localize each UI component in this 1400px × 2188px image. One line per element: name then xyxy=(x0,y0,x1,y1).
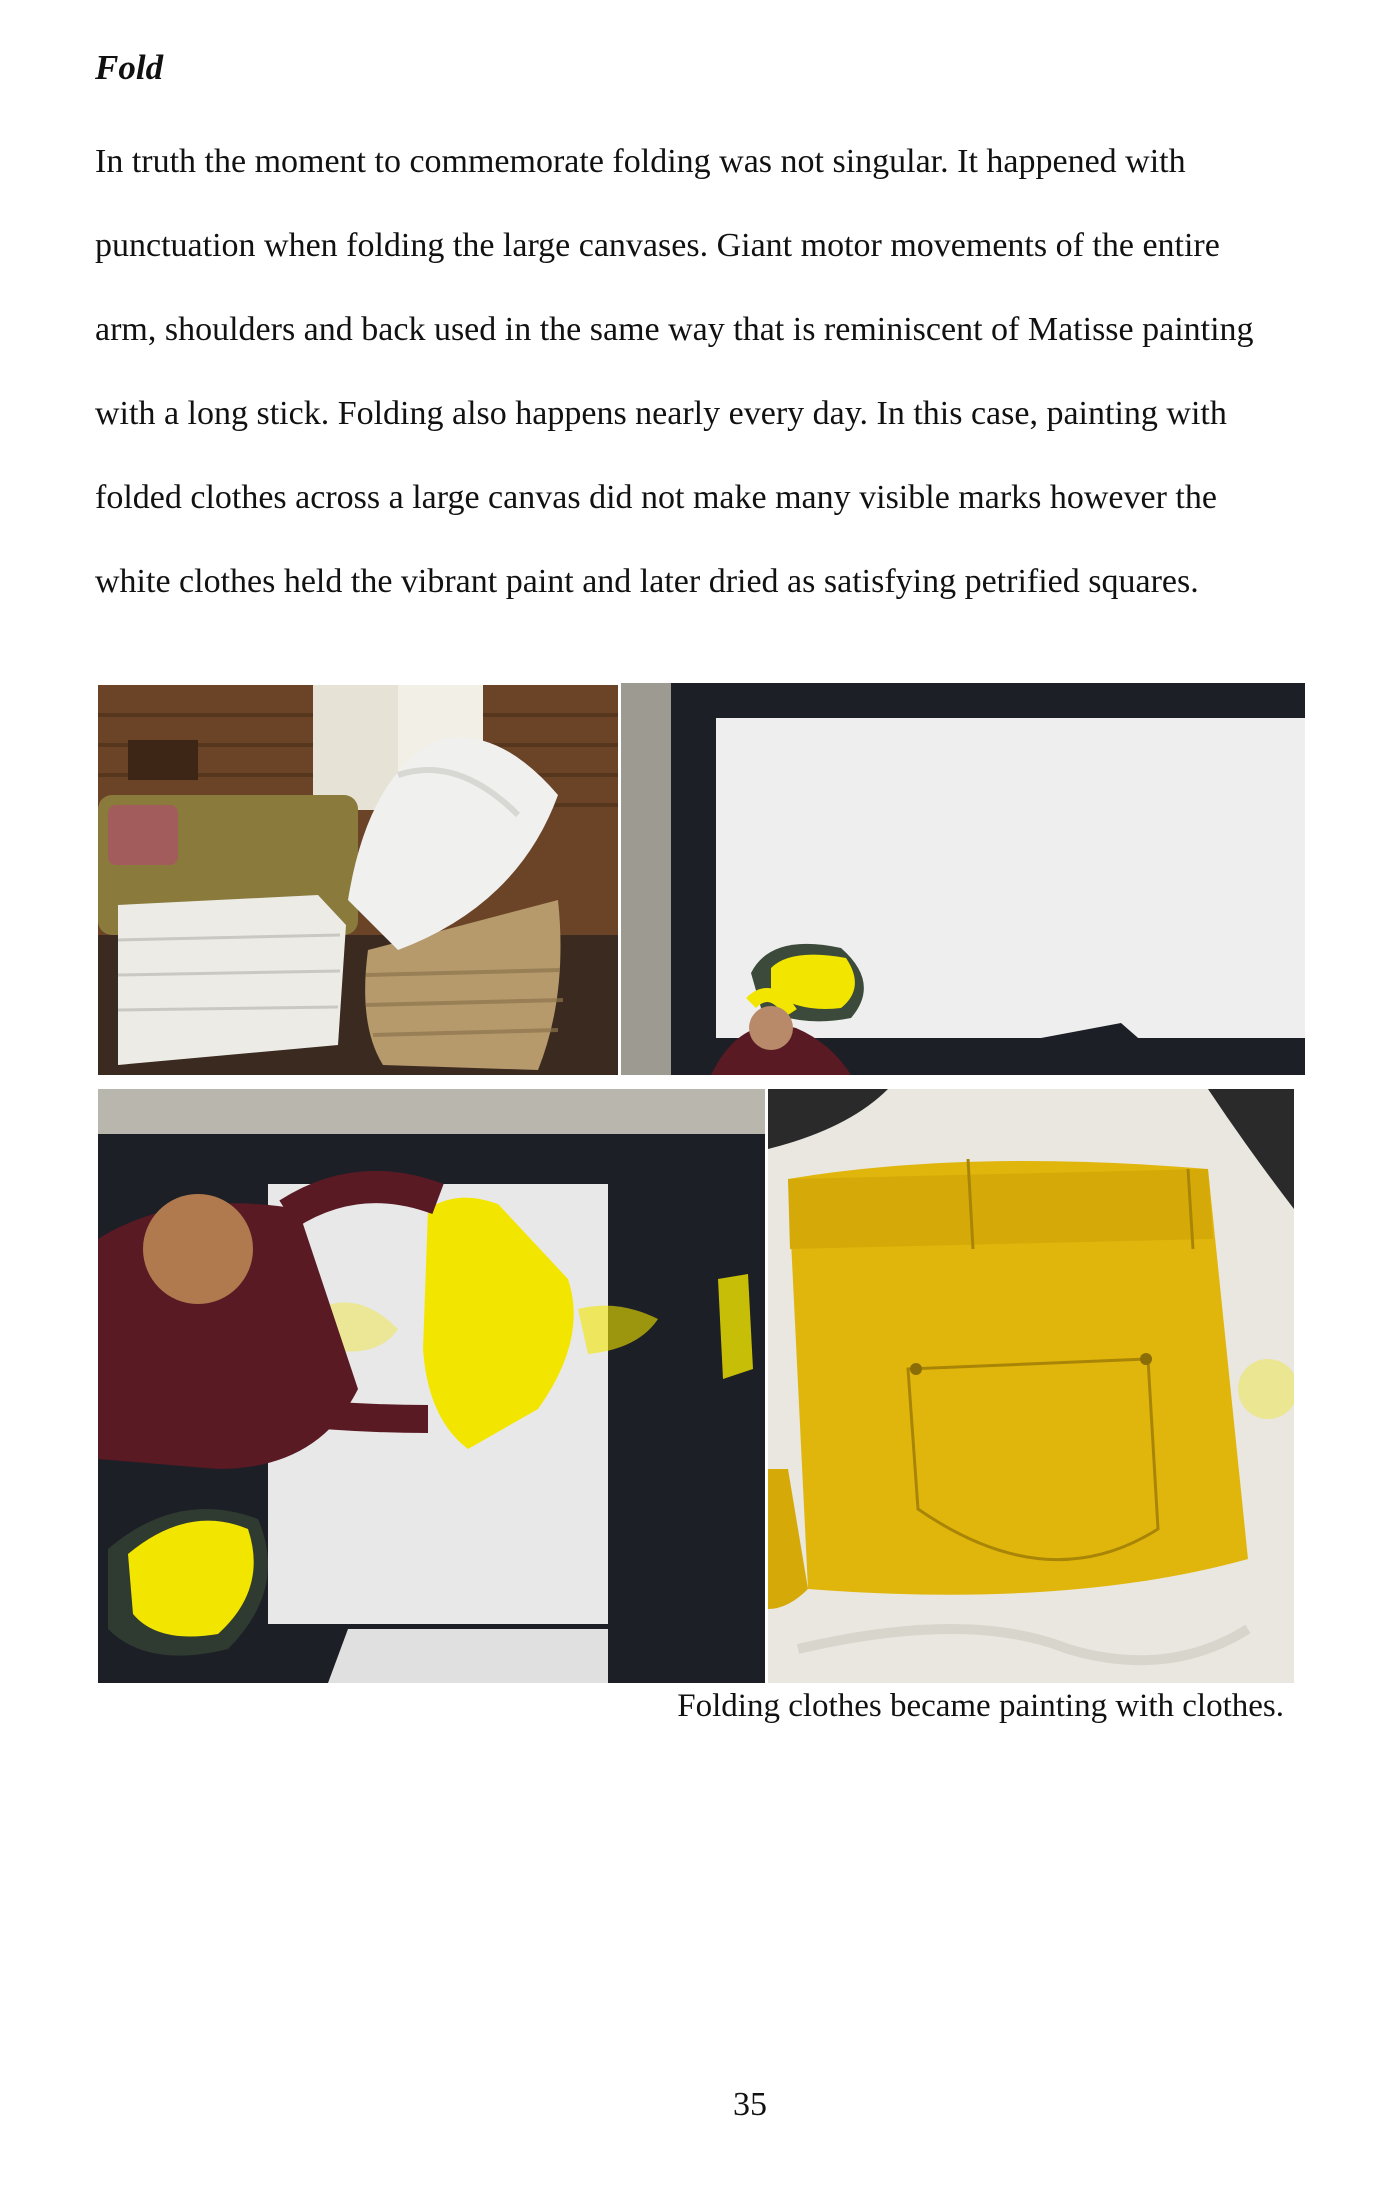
photo-folded-clothes-basket xyxy=(98,685,618,1075)
section-heading: Fold xyxy=(95,48,164,87)
photo-painting-with-shirt xyxy=(98,1089,765,1683)
page-number: 35 xyxy=(733,2086,767,2123)
body-line: folded clothes across a large canvas did not make many visible marks however the xyxy=(95,479,1217,516)
body-paragraph xyxy=(95,120,1355,624)
body-line: white clothes held the vibrant paint and later dried as satisfying petrified squares. xyxy=(95,563,1199,600)
body-line: punctuation when folding the large canvases. Giant motor movements of the entire xyxy=(95,227,1220,264)
photo-canvas-paint-tray xyxy=(621,683,1305,1075)
figure-caption: Folding clothes became painting with clothes. xyxy=(677,1688,1284,1724)
photo-yellow-jeans xyxy=(768,1089,1294,1683)
body-line: with a long stick. Folding also happens nearly every day. In this case, painting with xyxy=(95,395,1227,432)
body-line: In truth the moment to commemorate folding was not singular. It happened with xyxy=(95,143,1186,180)
body-line: arm, shoulders and back used in the same way that is reminiscent of Matisse painting xyxy=(95,311,1254,348)
